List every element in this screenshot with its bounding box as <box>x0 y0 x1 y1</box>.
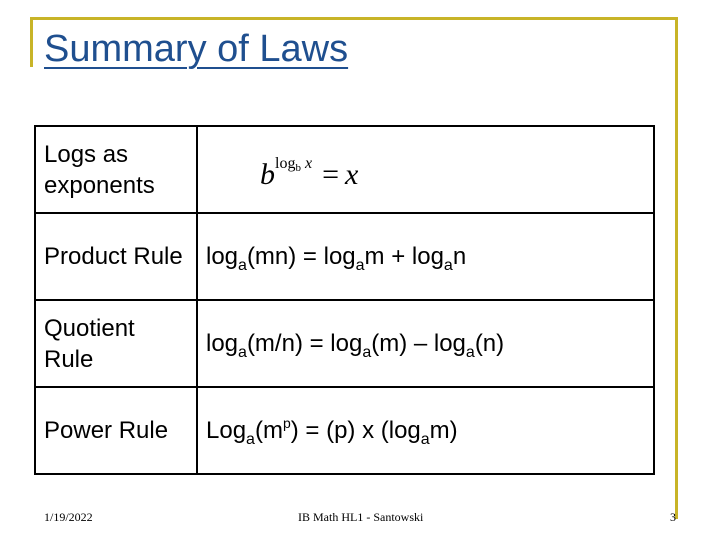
table-row <box>35 126 654 213</box>
table-row <box>35 300 654 387</box>
frame-top-rule <box>30 17 678 20</box>
footer-course: IB Math HL1 - Santowski <box>298 510 424 524</box>
laws-table <box>34 125 655 475</box>
footer-date: 1/19/2022 <box>44 510 93 524</box>
law-name: Product Rule <box>35 213 197 300</box>
law-formula: $\log_a(m/n) = \log_a(m) - \log_a(n)$ <box>197 300 654 387</box>
frame-right-rule <box>675 17 678 519</box>
footer-page-number: 3 <box>670 510 676 524</box>
table-row <box>35 387 654 474</box>
slide-title: Summary of Laws <box>44 28 349 70</box>
law-formula <box>197 126 654 213</box>
law-name: Logs as exponents <box>35 126 197 213</box>
law-name: Quotient Rule <box>35 300 197 387</box>
exponent-formula: $b^{logb x} = x$ <box>260 154 359 191</box>
law-name: Power Rule <box>35 387 197 474</box>
table-row <box>35 213 654 300</box>
law-formula: $\log_a(mn) = \log_am + \log_an$ <box>197 213 654 300</box>
frame-left-rule <box>30 17 33 67</box>
law-formula: $Log_a(m^p) = (p)$ x $(\log_am)$ <box>197 387 654 474</box>
